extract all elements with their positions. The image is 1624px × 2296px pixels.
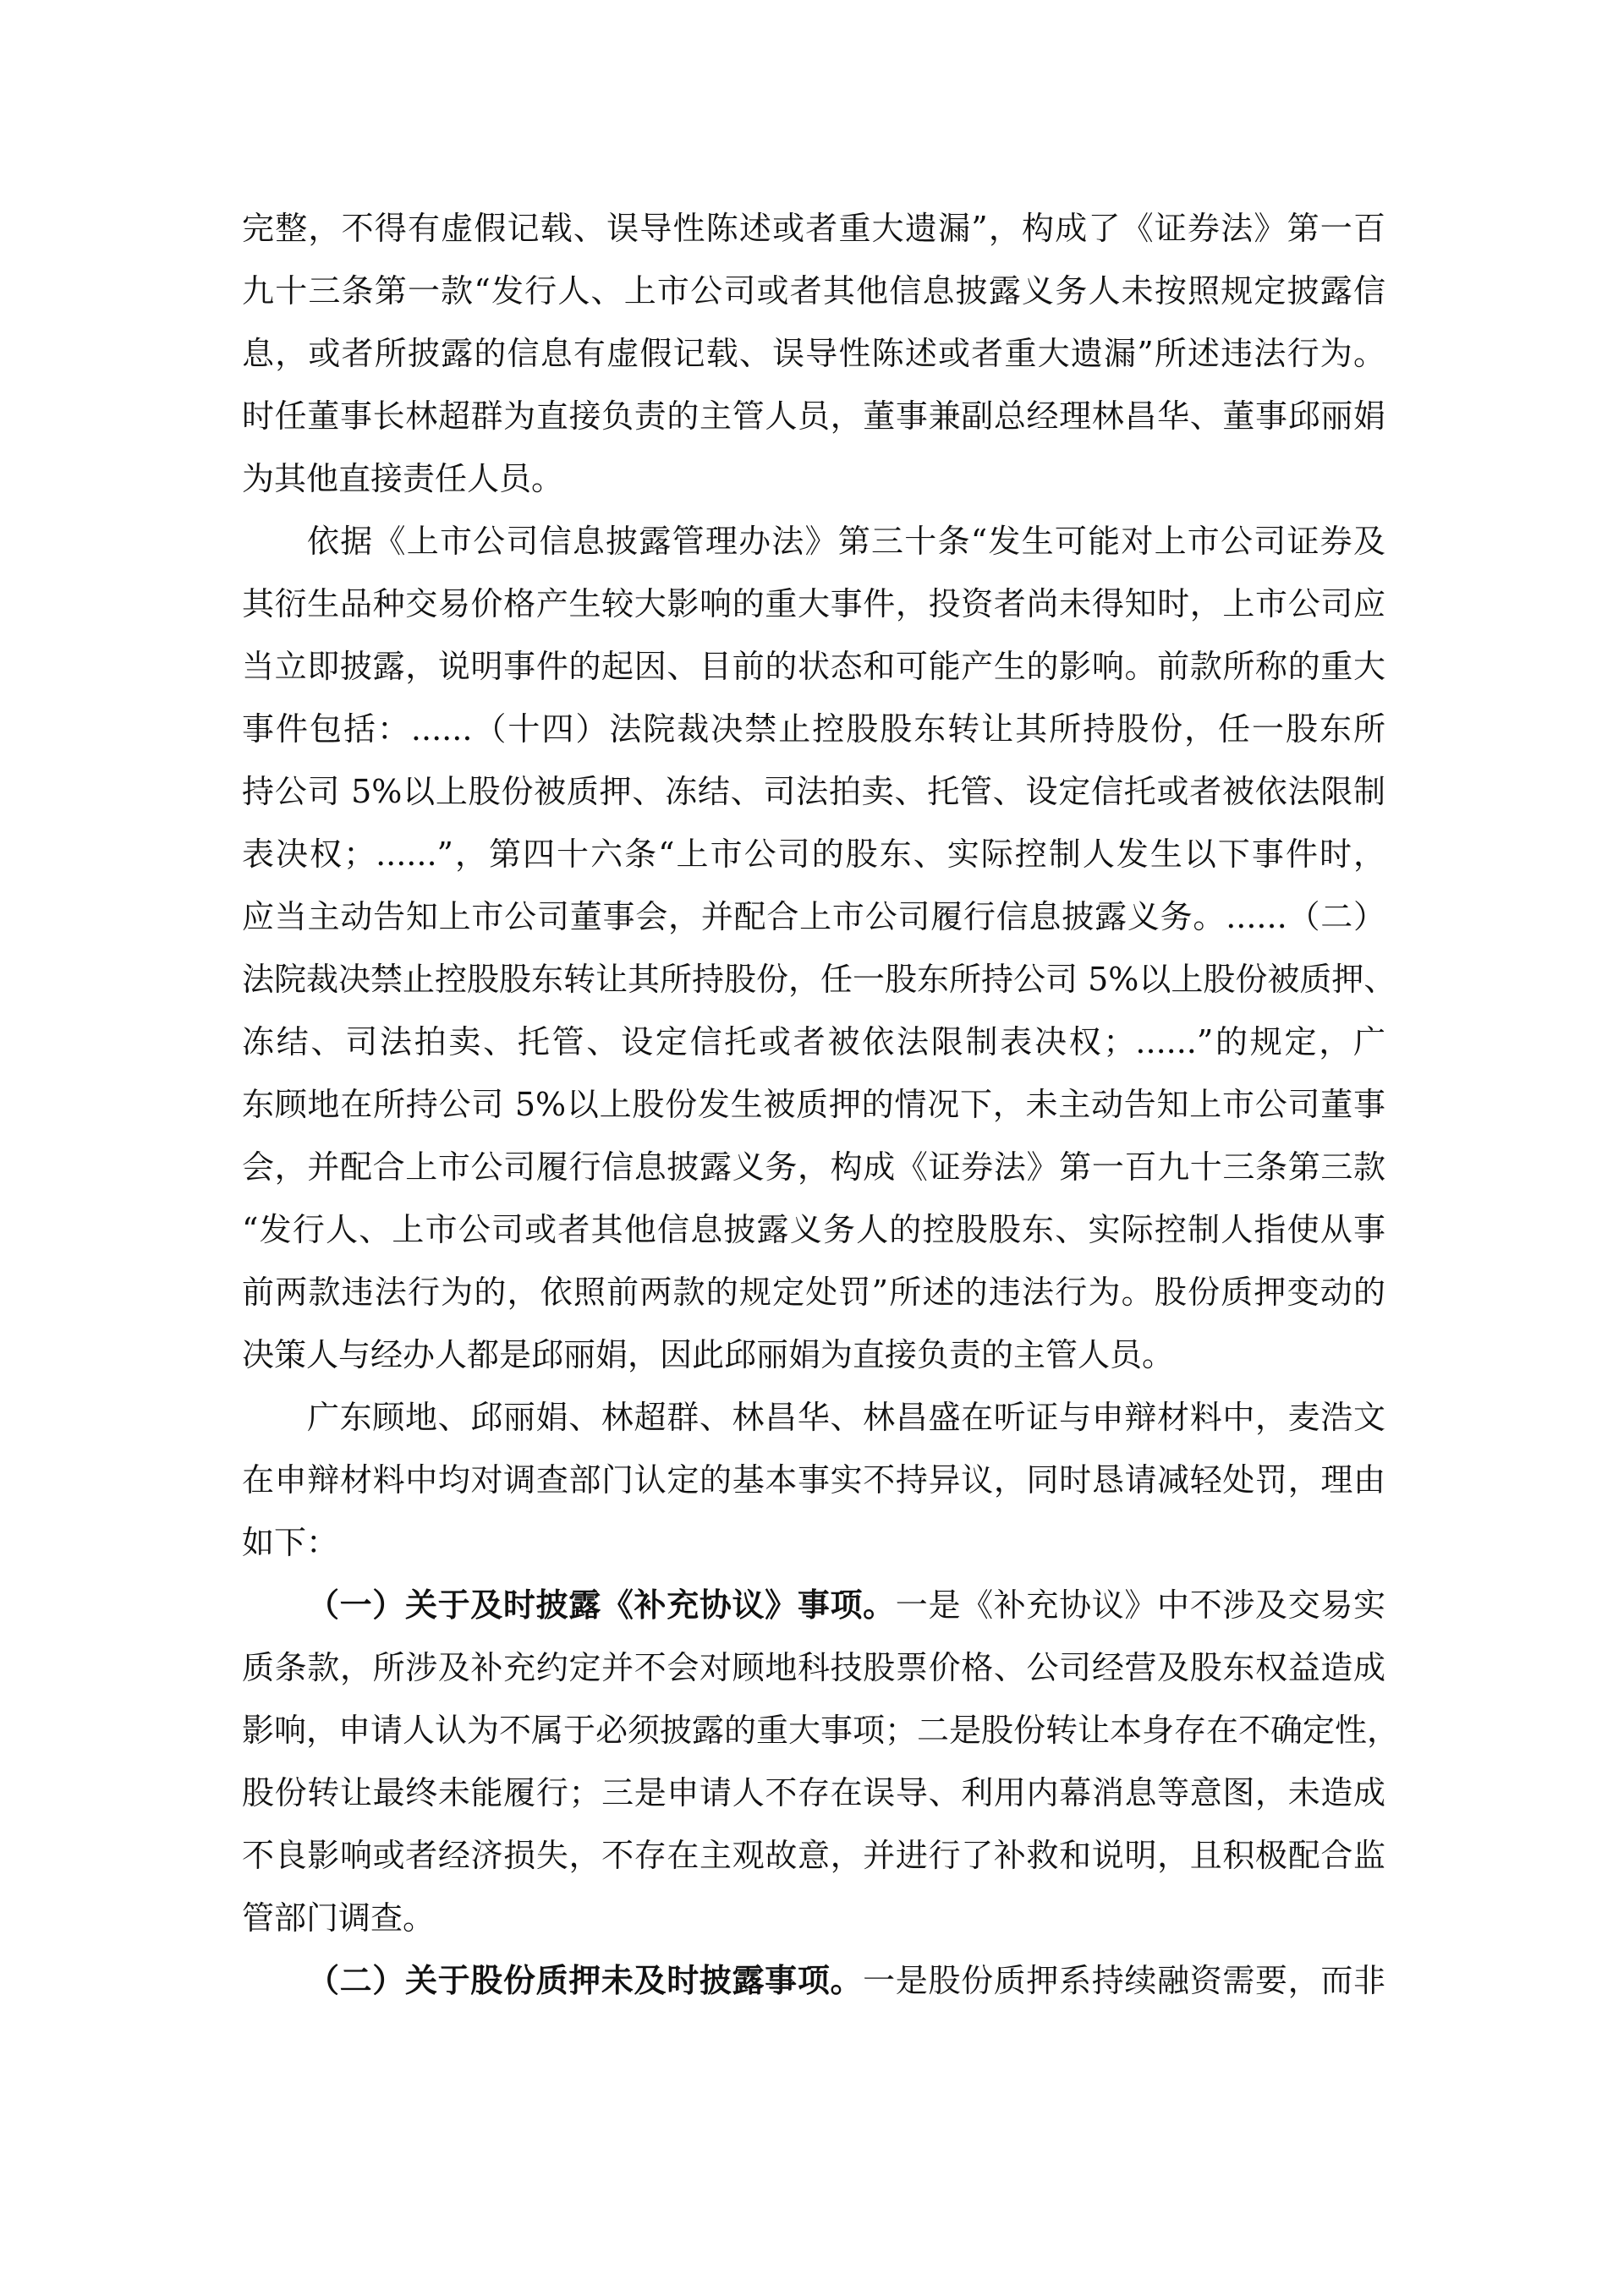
text-line: 法院裁决禁止控股股东转让其所持股份，任一股东所持公司 5%以上股份被质押、	[242, 961, 1396, 998]
text-line: 决策人与经办人都是邱丽娟，因此邱丽娟为直接负责的主管人员。	[242, 1336, 1175, 1373]
text-line: 会，并配合上市公司履行信息披露义务，构成《证券法》第一百九十三条第三款	[242, 1148, 1385, 1186]
text-line: 九十三条第一款“发行人、上市公司或者其他信息披露义务人未按照规定披露信	[242, 272, 1385, 310]
text-line: 事件包括：......（十四）法院裁决禁止控股股东转让其所持股份，任一股东所	[242, 710, 1385, 748]
text-line: 应当主动告知上市公司董事会，并配合上市公司履行信息披露义务。......（二）	[242, 898, 1385, 935]
text-line: 不良影响或者经济损失，不存在主观故意，并进行了补救和说明，且积极配合监	[242, 1837, 1385, 1874]
section-heading: （一）关于及时披露《补充协议》事项。	[307, 1586, 896, 1624]
section-heading-line	[307, 1574, 1385, 1636]
text-line: 表决权；......”，第四十六条“上市公司的股东、实际控制人发生以下事件时，	[242, 836, 1385, 873]
text-line: 其衍生品种交易价格产生较大影响的重大事件，投资者尚未得知时，上市公司应	[242, 585, 1385, 622]
text-line: 完整，不得有虚假记载、误导性陈述或者重大遗漏”，构成了《证券法》第一百	[242, 210, 1385, 247]
text-line: 息，或者所披露的信息有虚假记载、误导性陈述或者重大遗漏”所述违法行为。	[242, 335, 1385, 372]
text-line: 持公司 5%以上股份被质押、冻结、司法拍卖、托管、设定信托或者被依法限制	[242, 773, 1385, 810]
text-line: 当立即披露，说明事件的起因、目前的状态和可能产生的影响。前款所称的重大	[242, 648, 1385, 685]
text-line: 股份转让最终未能履行；三是申请人不存在误导、利用内幕消息等意图，未造成	[242, 1774, 1385, 1811]
text-line: 为其他直接责任人员。	[242, 460, 564, 497]
text-line: “发行人、上市公司或者其他信息披露义务人的控股股东、实际控制人指使从事	[242, 1211, 1385, 1248]
text-line: 如下：	[242, 1524, 339, 1561]
section-text: 一是股份质押系持续融资需要，而非	[863, 1962, 1385, 1999]
text-line: 前两款违法行为的，依照前两款的规定处罚”所述的违法行为。股份质押变动的	[242, 1274, 1385, 1311]
text-line: 冻结、司法拍卖、托管、设定信托或者被依法限制表决权；......”的规定，广	[242, 1023, 1385, 1060]
section-heading-line	[307, 1949, 1385, 2012]
text-line: 影响，申请人认为不属于必须披露的重大事项；二是股份转让本身存在不确定性，	[242, 1712, 1400, 1749]
text-line: 质条款，所涉及补充约定并不会对顾地科技股票价格、公司经营及股东权益造成	[242, 1649, 1385, 1686]
paragraph-start-line: 广东顾地、邱丽娟、林超群、林昌华、林昌盛在听证与申辩材料中，麦浩文	[307, 1399, 1385, 1436]
paragraph-start-line: 依据《上市公司信息披露管理办法》第三十条“发生可能对上市公司证券及	[307, 523, 1385, 560]
text-line: 时任董事长林超群为直接负责的主管人员，董事兼副总经理林昌华、董事邱丽娟	[242, 397, 1385, 435]
text-line: 管部门调查。	[242, 1899, 436, 1937]
text-line: 东顾地在所持公司 5%以上股份发生被质押的情况下，未主动告知上市公司董事	[242, 1086, 1385, 1123]
section-text: 一是《补充协议》中不涉及交易实	[895, 1586, 1385, 1624]
text-line: 在申辩材料中均对调查部门认定的基本事实不持异议，同时恳请减轻处罚，理由	[242, 1461, 1385, 1499]
section-heading: （二）关于股份质押未及时披露事项。	[307, 1961, 864, 1999]
